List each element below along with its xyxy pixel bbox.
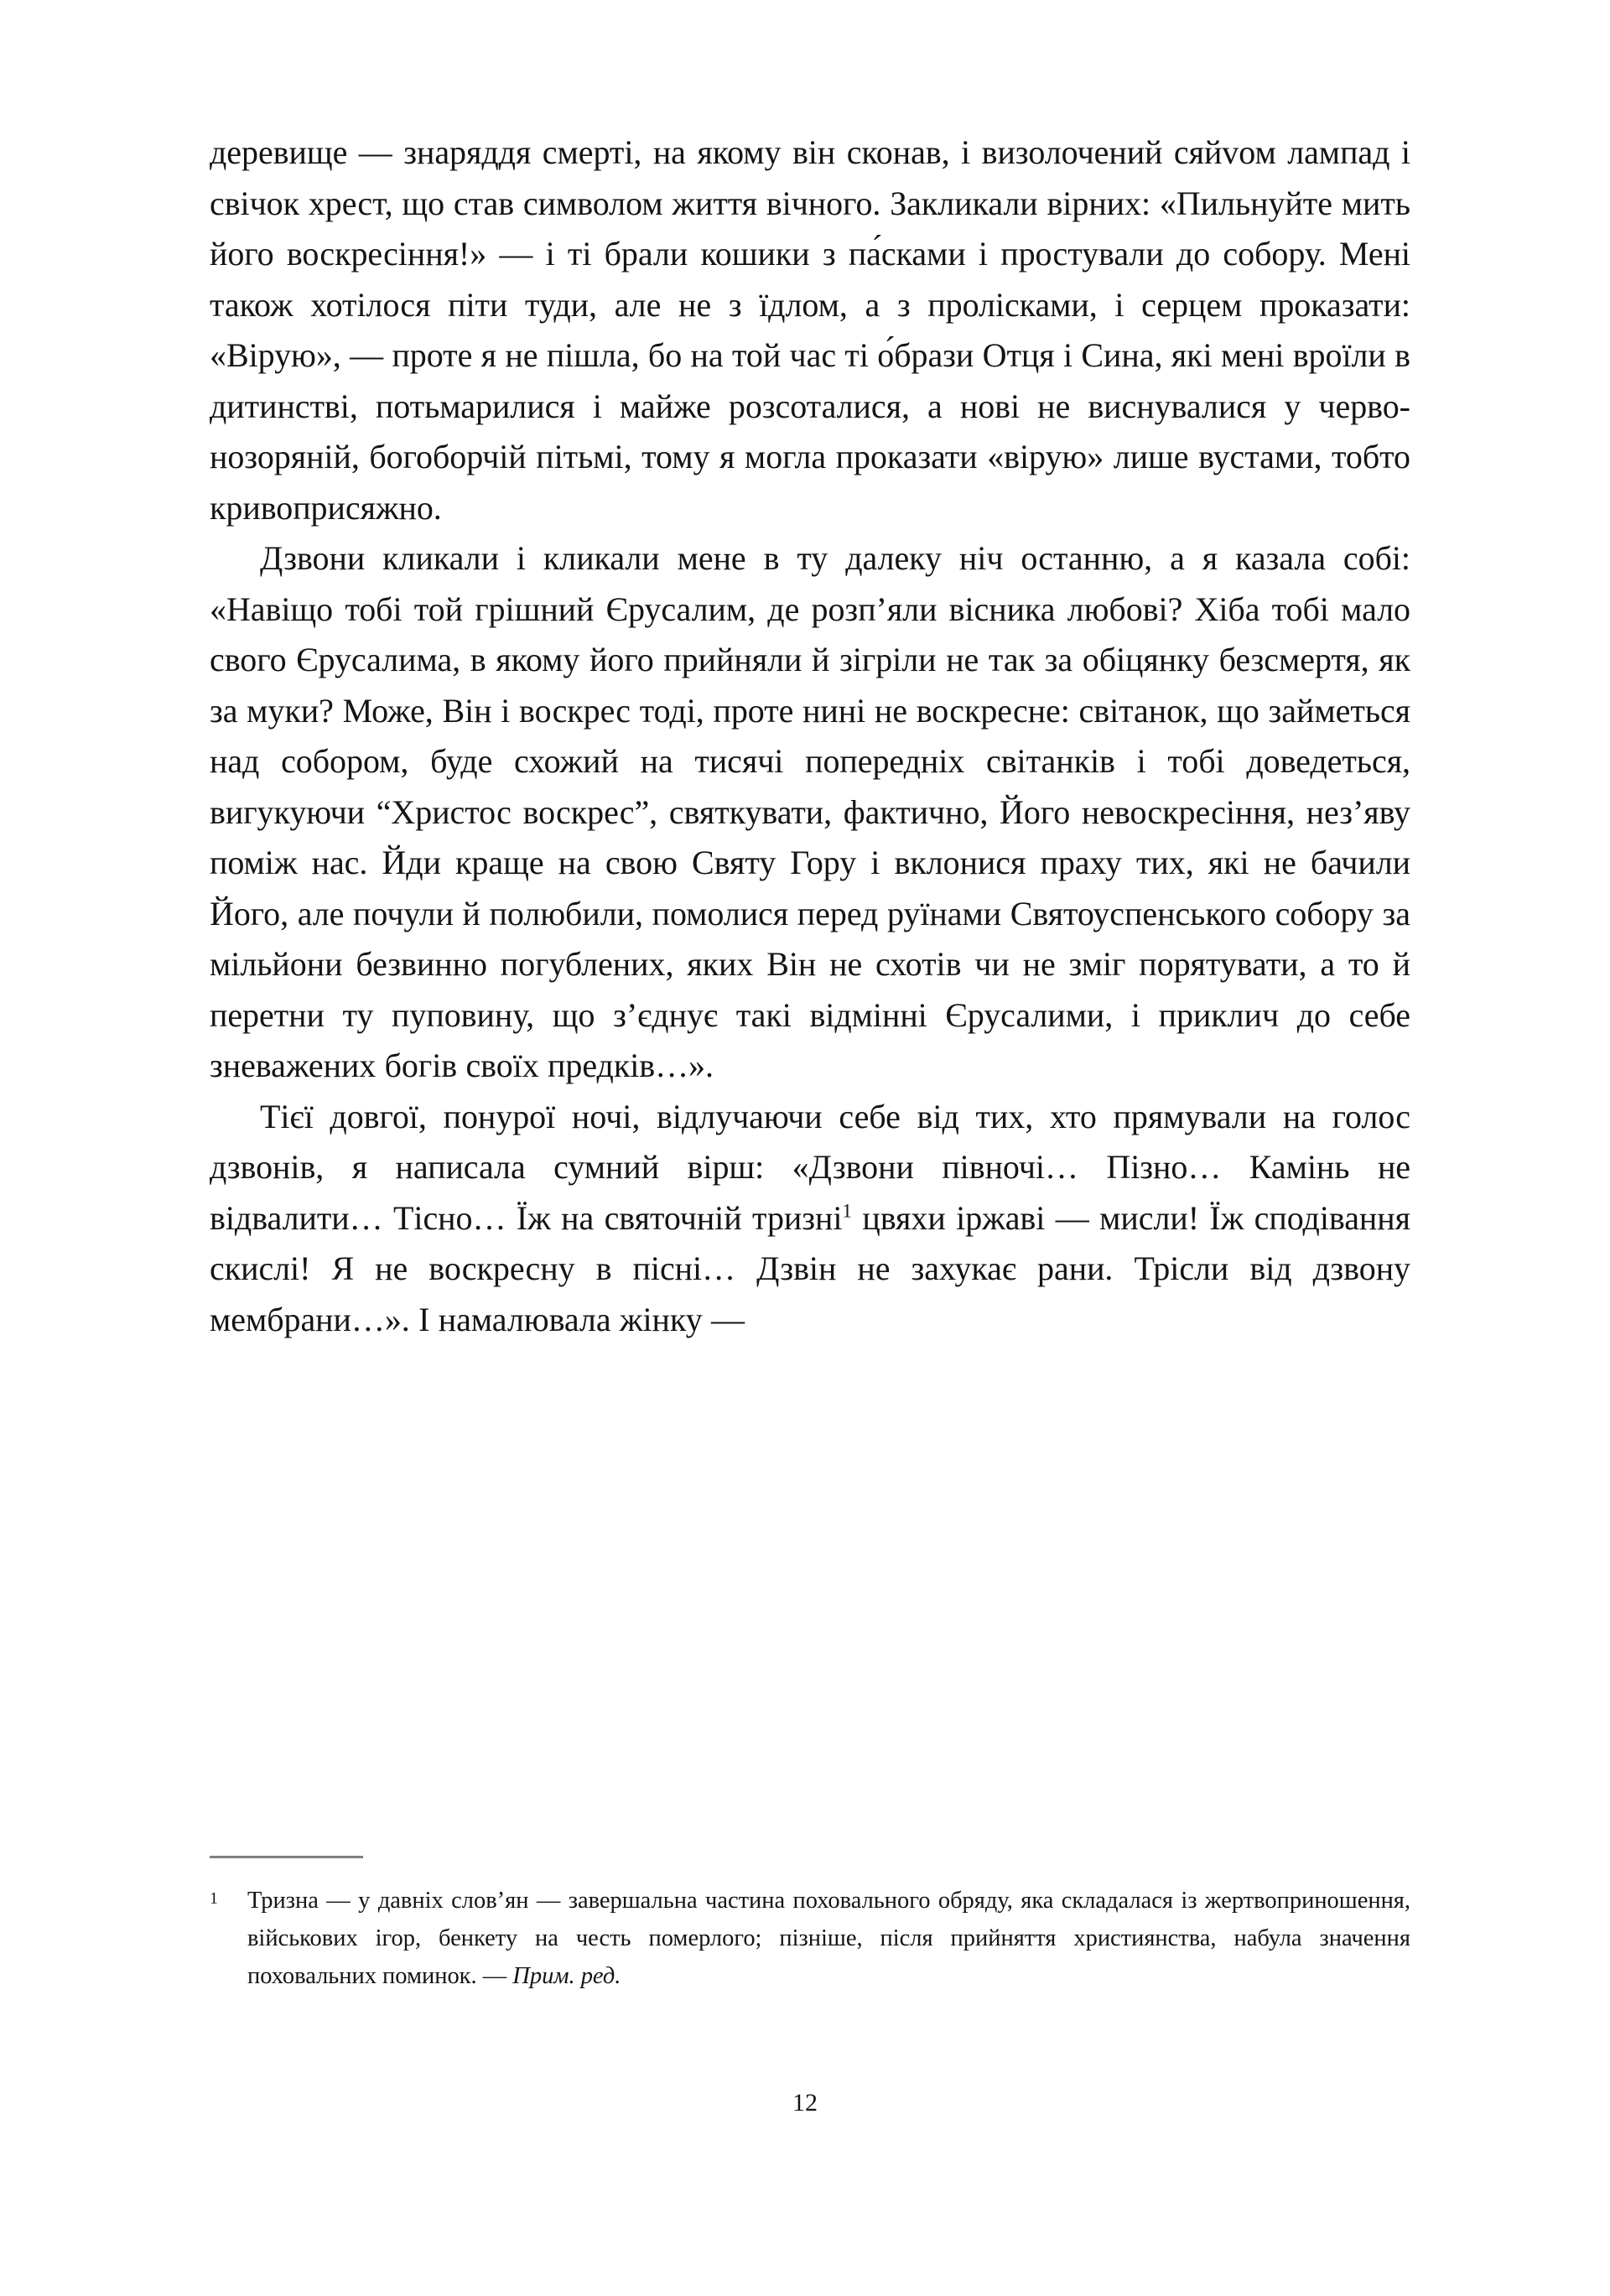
footnote-entry [210, 1882, 1410, 1995]
footnote-area [210, 1856, 1410, 1995]
page-body-text [210, 127, 1410, 1345]
footnote-separator-rule [210, 1856, 363, 1858]
page-number: 12 [792, 2089, 818, 2117]
paragraph-3-text-before-footnote-ref: Тієї довгої, понурої ночі, відлучаючи себе від тих, хто прямували на голос дзвонів, я написала сумний вірш: «Дзвони півночі… Пізно… Камінь не відвалити… Тісно… Їж на святочній тризні [210, 1097, 1410, 1237]
footnote-reference-marker[interactable]: 1 [842, 1200, 852, 1223]
paragraph-3-text-after-footnote-ref: цвяхи іржаві — мисли! Їж сподівання скислі! Я не воскресну в пісні… Дзвін не захукає рани. Трісли від дзвону мембрани…». І намалювала жінку — [210, 1198, 1410, 1338]
body-paragraph-3 [210, 1092, 1410, 1346]
footnote-attribution: Прим. ред. [512, 1963, 621, 1989]
body-paragraph-1: деревище — знаряддя смерті, на якому він сконав, і визолочений сяйvом лампад і свічок хрест, що став символом життя вічного. Закликали вірних: «Пильнуйте мить його воскресіння!» — і ті брали кошики з па́сками і простували до собору. Мені також хотілося піти туди, але не з їдлом, а з пролісками, і серцем проказати: «Вірую», — проте я не пішла, бо на той час ті о́брази Отця і Сина, які мені вроїли в дитинстві, потьмарилися і майже розсоталися, а нові не виснувалися у червонозоряній, богоборчій пітьмі, тому я могла проказати «вірую» лише вустами, тобто кривоприсяжно. [210, 133, 1410, 527]
footnote-text: Тризна — у давніх слов’ян — завершальна частина поховального обряду, яка складалася із жертвоприношення, військових ігор, бенкету на честь померлого; пізніше, після прийняття християнства, набула значення поховальних поминок. — [247, 1888, 1410, 1989]
body-paragraph-2: Дзвони кликали і кликали мене в ту далеку ніч останню, а я казала собі: «Навіщо тобі той грішний Єрусалим, де розп’яли вісника любові? Хіба тобі мало свого Єрусалима, в якому його прийняли й зігріли не так за обіцянку безсмертя, як за муки? Може, Він і воскрес тоді, проте нині не воскресне: світанок, що займеться над собором, буде схожий на тисячі попередніх світанків і тобі доведеться, вигукуючи “Христос воскрес”, святкувати, фактично, Його невоскресіння, нез’яву поміж нас. Йди краще на свою Святу Гору і вклонися праху тих, які не бачили Його, але почули й полюбили, помолися перед руїнами Святоуспенського собору за мільйони безвинно погублених, яких Він не схотів чи не зміг порятувати, а то й перетни ту пуповину, що з’єднує такі відмінні Єрусалими, і приклич до себе зневажених богів своїх предків…». [210, 539, 1410, 1084]
footnote-number: 1 [210, 1889, 218, 1908]
